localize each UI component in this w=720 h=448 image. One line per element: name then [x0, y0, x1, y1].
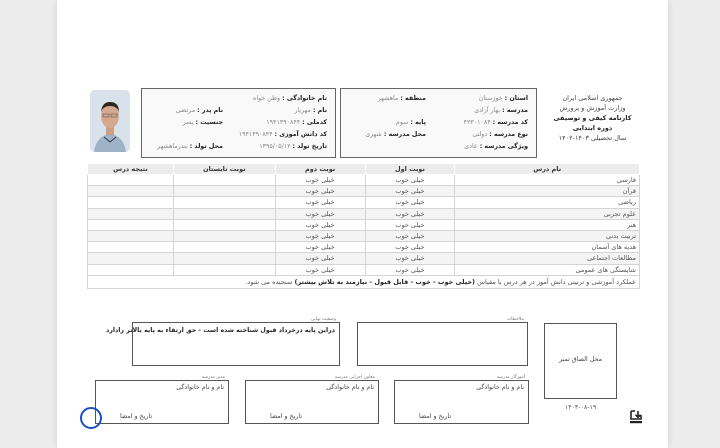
final-status-text: دراین پایه درخرداد قبول شناخته شده است - حق ارتقاء به پایه بالاتر رادارد — [105, 327, 335, 334]
cell-first-term: خیلی خوب — [365, 242, 455, 253]
cell-summer-term — [173, 253, 275, 264]
cell-summer-term — [173, 186, 275, 197]
cell-result — [88, 242, 174, 253]
cell-first-term: خیلی خوب — [365, 197, 455, 208]
birth-place-field: محل تولد : بندرماهشهر — [157, 143, 223, 150]
grade-field: پایه : سوم — [395, 119, 426, 126]
table-row — [88, 253, 640, 264]
cell-summer-term — [173, 197, 275, 208]
table-row — [88, 175, 640, 186]
cell-summer-term — [173, 175, 275, 186]
region-field: منطقه : ماهشهر — [377, 95, 426, 102]
cell-second-term: خیلی خوب — [275, 175, 365, 186]
cell-second-term: خیلی خوب — [275, 197, 365, 208]
cell-result — [88, 264, 174, 275]
principal-label: مدیر مدرسه — [201, 375, 225, 380]
table-row — [88, 264, 640, 275]
principal-name-field: نام و نام خانوادگی — [176, 384, 224, 391]
school-type-field: نوع مدرسه : دولتی — [472, 131, 528, 138]
table-row — [88, 208, 640, 219]
notes-label: ملاحظات — [506, 317, 524, 322]
cell-subject: ریاضی — [455, 197, 640, 208]
principal-signature-box — [95, 375, 229, 424]
cell-subject: قرآن — [455, 186, 640, 197]
table-row — [88, 242, 640, 253]
cell-first-term: خیلی خوب — [365, 230, 455, 241]
download-button[interactable] — [625, 406, 647, 428]
cell-summer-term — [173, 219, 275, 230]
deputy-label: معاون اجرایی مدرسه — [334, 375, 375, 380]
note-suffix: سنجیده می شود. — [245, 277, 293, 286]
cell-result — [88, 230, 174, 241]
report-card-page — [57, 0, 668, 448]
cell-summer-term — [173, 208, 275, 219]
header-line-ministry: وزارت آموزش و پرورش — [559, 104, 626, 112]
father-name-field: نام پدر : مرتضی — [175, 107, 223, 114]
cell-result — [88, 197, 174, 208]
student-code-field: کد دانش آموزی : ۱۹۴۱۳۹۰۸۴۴ — [238, 131, 327, 138]
col-second-term: نوبت دوم — [275, 164, 365, 175]
cell-second-term: خیلی خوب — [275, 186, 365, 197]
first-name-field: نام : مهریار — [294, 107, 327, 114]
national-code-field: کدملی : ۱۹۴۱۳۹۰۸۴۴ — [266, 119, 327, 126]
cell-second-term: خیلی خوب — [275, 230, 365, 241]
cell-first-term: خیلی خوب — [365, 219, 455, 230]
cell-second-term: خیلی خوب — [275, 242, 365, 253]
grades-table — [87, 163, 640, 289]
cell-result — [88, 253, 174, 264]
col-result: نتیجه درس — [88, 164, 174, 175]
cell-second-term: خیلی خوب — [275, 208, 365, 219]
download-icon — [628, 409, 644, 425]
principal-sign-field: تاریخ و امضا — [120, 413, 153, 420]
touch-indicator — [80, 407, 102, 429]
cell-subject: مطالعات اجتماعی — [455, 253, 640, 264]
cell-result — [88, 219, 174, 230]
table-header-row — [88, 164, 640, 175]
cell-result — [88, 175, 174, 186]
grading-scale-note — [88, 275, 640, 288]
report-level: دوره ابتدایی — [572, 124, 613, 132]
cell-first-term: خیلی خوب — [365, 264, 455, 275]
cell-summer-term — [173, 242, 275, 253]
teacher-name-field: نام و نام خانوادگی — [476, 384, 524, 391]
cell-subject: هدیه های آسمان — [455, 242, 640, 253]
academic-year: سال تحصیلی ۱۴۰۳-۱۴۰۲ — [558, 134, 627, 142]
table-row — [88, 219, 640, 230]
cell-first-term: خیلی خوب — [365, 208, 455, 219]
deputy-sign-field: تاریخ و امضا — [270, 413, 303, 420]
cell-result — [88, 186, 174, 197]
teacher-label: آموزگار مدرسه — [496, 375, 525, 380]
cell-first-term: خیلی خوب — [365, 186, 455, 197]
report-title-block — [535, 93, 650, 143]
birth-date-field: تاریخ تولد : ۱۳۹۵/۰۵/۱۲ — [259, 143, 327, 150]
notes-box — [357, 317, 528, 366]
header-line-country: جمهوری اسلامی ایران — [562, 94, 623, 102]
cell-summer-term — [173, 264, 275, 275]
student-photo — [90, 90, 130, 152]
gender-field: جنسیت : پسر — [182, 119, 223, 126]
cell-second-term: خیلی خوب — [275, 219, 365, 230]
province-field: استان : خوزستان — [478, 95, 528, 102]
final-status-label: وضعیت نهایی — [310, 317, 336, 322]
cell-result — [88, 208, 174, 219]
cell-subject: تربیت بدنی — [455, 230, 640, 241]
family-name-field: نام خانوادگی : وطن خواه — [253, 95, 327, 102]
teacher-signature-box — [394, 375, 529, 424]
issue-date: ۱۴۰۳-۰۸-۱۹ — [564, 404, 597, 411]
col-subject: نام درس — [455, 164, 640, 175]
stamp-box — [544, 323, 617, 399]
cell-second-term: خیلی خوب — [275, 264, 365, 275]
cell-subject: شایستگی های عمومی — [455, 264, 640, 275]
school-info-box — [340, 88, 537, 158]
teacher-sign-field: تاریخ و امضا — [419, 413, 452, 420]
student-info-box — [141, 88, 336, 158]
cell-second-term: خیلی خوب — [275, 253, 365, 264]
table-row — [88, 230, 640, 241]
cell-subject: فارسی — [455, 175, 640, 186]
table-row — [88, 186, 640, 197]
cell-summer-term — [173, 230, 275, 241]
cell-first-term: خیلی خوب — [365, 175, 455, 186]
deputy-name-field: نام و نام خانوادگی — [326, 384, 374, 391]
cell-subject: هنر — [455, 219, 640, 230]
school-name-field: مدرسه : بهار آزادی — [474, 107, 528, 114]
cell-first-term: خیلی خوب — [365, 253, 455, 264]
report-title: کارنامه کیفی و توصیفی — [553, 114, 632, 122]
school-location-field: محل مدرسه : شهری — [365, 131, 426, 138]
school-feature-field: ویژگی مدرسه : عادی — [464, 143, 528, 150]
stamp-text: محل الصاق تمبر — [559, 356, 602, 363]
final-status-box — [105, 317, 340, 366]
note-scale: (خیلی خوب - خوب - قابل قبول - نیازمند به تلاش بیشتر) — [294, 277, 476, 286]
col-first-term: نوبت اول — [365, 164, 455, 175]
school-code-field: کد مدرسه : ۴۲۳۰۱۰۸۴ — [463, 119, 528, 126]
col-summer-term: نوبت تابستان — [173, 164, 275, 175]
cell-subject: علوم تجربی — [455, 208, 640, 219]
table-row — [88, 197, 640, 208]
deputy-signature-box — [245, 375, 379, 424]
note-prefix: عملکرد آموزشی و تربیتی دانش آموز در هر درس با مقیاس — [477, 277, 636, 286]
